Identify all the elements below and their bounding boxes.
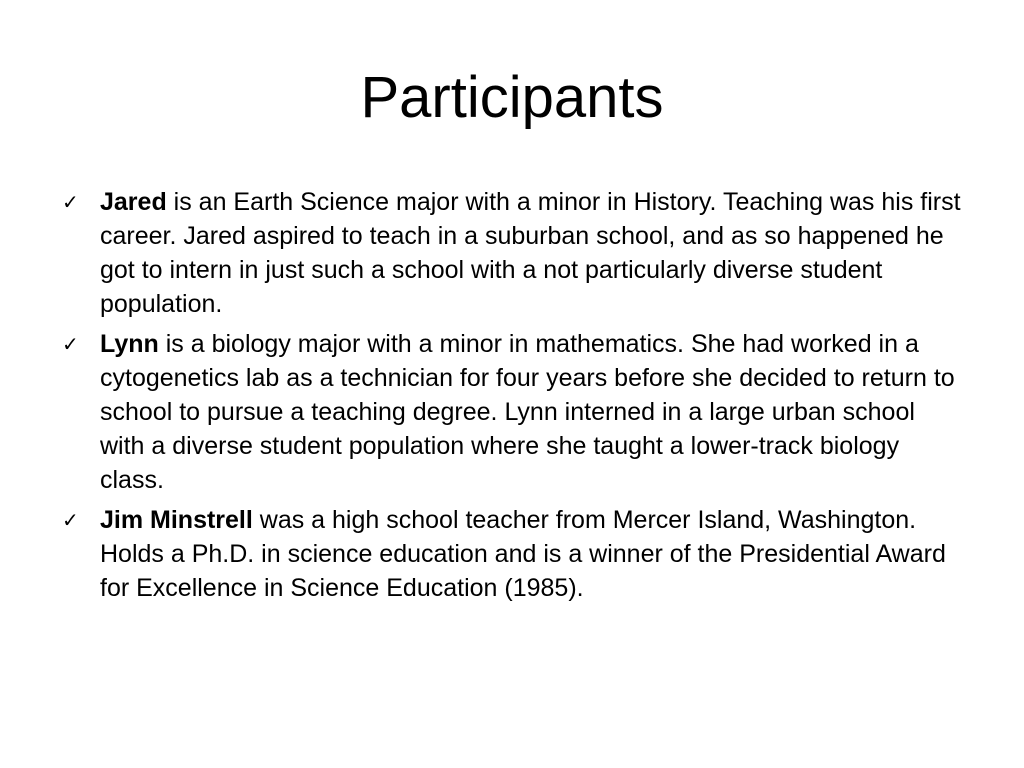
participant-name: Jared: [100, 188, 167, 216]
participant-description: is a biology major with a minor in mathematics. She had worked in a cytogenetics lab as a technician for four years before she decided to return to school to pursue a teaching degree. Lynn interned in a large urban school with a diverse student population where she taught a lower-track biology class.: [100, 330, 955, 494]
bullet-item-jared: [62, 185, 962, 321]
participant-description: was a high school teacher from Mercer Island, Washington. Holds a Ph.D. in science education and is a winner of the Presidential Award for Excellence in Science Education (1985).: [100, 506, 946, 602]
participant-name: Lynn: [100, 330, 159, 358]
check-icon: ✓: [62, 508, 79, 532]
bullet-item-jim-minstrell: [62, 503, 962, 605]
check-icon: ✓: [62, 332, 79, 356]
participant-name: Jim Minstrell: [100, 506, 253, 534]
participant-description: is an Earth Science major with a minor in History. Teaching was his first career. Jared aspired to teach in a suburban school, and as so happened he got to intern in just such a school with a not particularly diverse student population.: [100, 188, 961, 318]
slide-title: Participants: [360, 65, 664, 130]
check-icon: ✓: [62, 190, 79, 214]
bullet-item-lynn: [62, 327, 962, 497]
bullet-list: [62, 185, 962, 611]
